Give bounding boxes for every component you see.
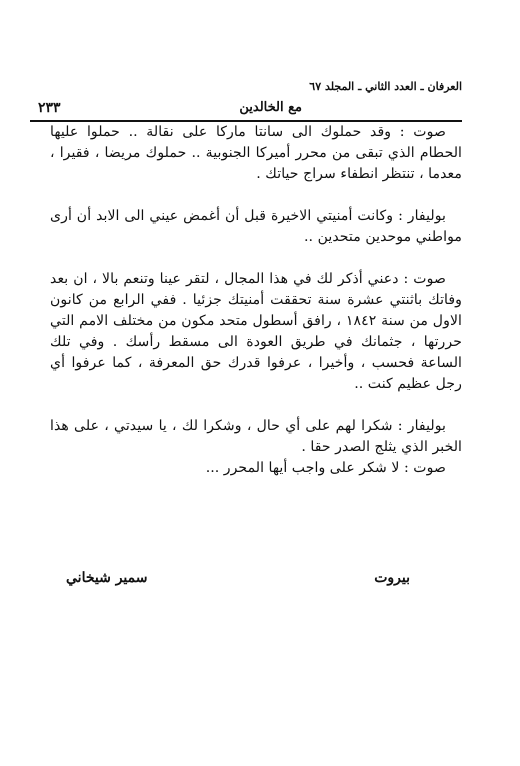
paragraph-gap (50, 395, 462, 416)
paragraph-bolivar-2: بوليفار : شكرا لهم على أي حال ، وشكرا لك ، يا سيدتي ، على هذا الخبر الذي يثلج الصدر حقا . (50, 418, 462, 455)
paragraph-voice-2: صوت : دعني أذكر لك في هذا المجال ، لتقر عينا وتنعم بالا ، ان بعد وفاتك باثنتي عشرة سنة تحققت أمنيتك جزئيا . ففي الرابع من كانون الاول من سنة ١٨٤٢ ، رافق أسطول متحد مكون من مختلف الامم التي حررتها ، جثمانك في طريق العودة الى مسقط رأسك . وفي تلك الساعة فحسب ، وأخيرا ، عرفوا قدرك حق المعرفة ، كما عرفوا أي رجل عظيم كنت .. (50, 271, 462, 392)
paragraph-bolivar-1: بوليفار : وكانت أمنيتي الاخيرة قبل أن أغمض عيني الى الابد أن أرى مواطني موحدين متحدين .. (50, 208, 462, 245)
author-name: سمير شيخاني (66, 570, 148, 586)
place-name: بيروت (374, 570, 410, 586)
journal-info: العرفان ـ العدد الثاني ـ المجلد ٦٧ (309, 80, 462, 93)
signature-row (60, 570, 460, 594)
page-number: ٢٣٣ (38, 100, 61, 116)
running-header (30, 98, 462, 122)
paragraph-gap (50, 185, 462, 206)
paragraph-voice-1: صوت : وقد حملوك الى سانتا ماركا على نقالة .. حملوا عليها الحطام الذي تبقى من محرر أميركا الجنوبية .. حملوك مريضا ، فقيرا ، معدما ، تنتظر انطفاء سراج حياتك . (50, 124, 462, 182)
paragraph-gap (50, 248, 462, 269)
paragraph-voice-3: صوت : لا شكر على واجب أيها المحرر ... (205, 460, 446, 476)
body-text (50, 122, 462, 479)
page-title: مع الخالدين (239, 100, 302, 115)
